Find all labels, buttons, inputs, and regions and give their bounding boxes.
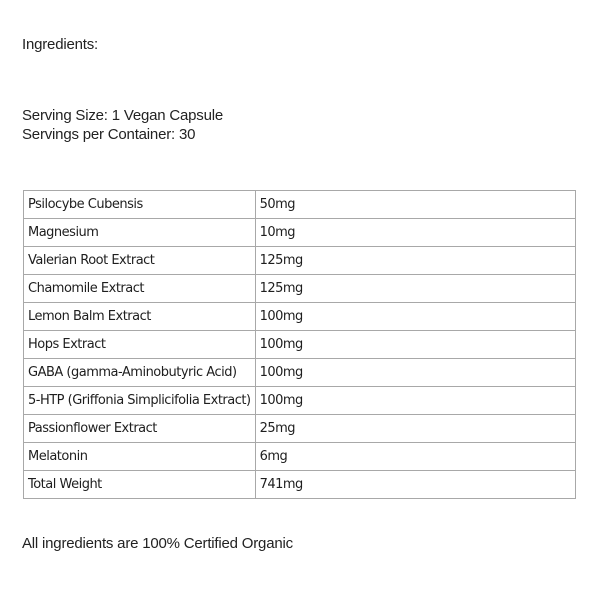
- ingredient-amount: 125mg: [255, 275, 575, 303]
- table-row: [24, 415, 576, 443]
- servings-per-container: Servings per Container: 30: [22, 126, 196, 143]
- ingredient-name: Hops Extract: [24, 331, 256, 359]
- table-row: [24, 275, 576, 303]
- ingredients-table: [23, 190, 576, 499]
- ingredient-amount: 10mg: [255, 219, 575, 247]
- ingredient-name: Lemon Balm Extract: [24, 303, 256, 331]
- total-weight-label: Total Weight: [24, 471, 256, 499]
- ingredients-heading: Ingredients:: [22, 36, 98, 53]
- ingredient-amount: 100mg: [255, 359, 575, 387]
- ingredient-name: Passionflower Extract: [24, 415, 256, 443]
- table-row: [24, 247, 576, 275]
- ingredient-name: 5-HTP (Griffonia Simplicifolia Extract): [24, 387, 256, 415]
- ingredient-name: GABA (gamma-Aminobutyric Acid): [24, 359, 256, 387]
- table-row: [24, 443, 576, 471]
- table-row: [24, 191, 576, 219]
- ingredient-name: Melatonin: [24, 443, 256, 471]
- table-row: [24, 219, 576, 247]
- organic-note: All ingredients are 100% Certified Organic: [22, 535, 293, 552]
- serving-info: [22, 106, 223, 144]
- table-row: [24, 387, 576, 415]
- table-row: [24, 303, 576, 331]
- ingredient-amount: 125mg: [255, 247, 575, 275]
- ingredient-amount: 50mg: [255, 191, 575, 219]
- ingredient-name: Magnesium: [24, 219, 256, 247]
- ingredient-name: Chamomile Extract: [24, 275, 256, 303]
- ingredient-name: Psilocybe Cubensis: [24, 191, 256, 219]
- ingredient-amount: 100mg: [255, 331, 575, 359]
- serving-size: Serving Size: 1 Vegan Capsule: [22, 107, 223, 124]
- table-row: [24, 331, 576, 359]
- ingredient-amount: 6mg: [255, 443, 575, 471]
- table-row: [24, 359, 576, 387]
- ingredient-amount: 100mg: [255, 303, 575, 331]
- ingredient-name: Valerian Root Extract: [24, 247, 256, 275]
- ingredient-amount: 100mg: [255, 387, 575, 415]
- table-row-total: [24, 471, 576, 499]
- total-weight-value: 741mg: [255, 471, 575, 499]
- ingredient-amount: 25mg: [255, 415, 575, 443]
